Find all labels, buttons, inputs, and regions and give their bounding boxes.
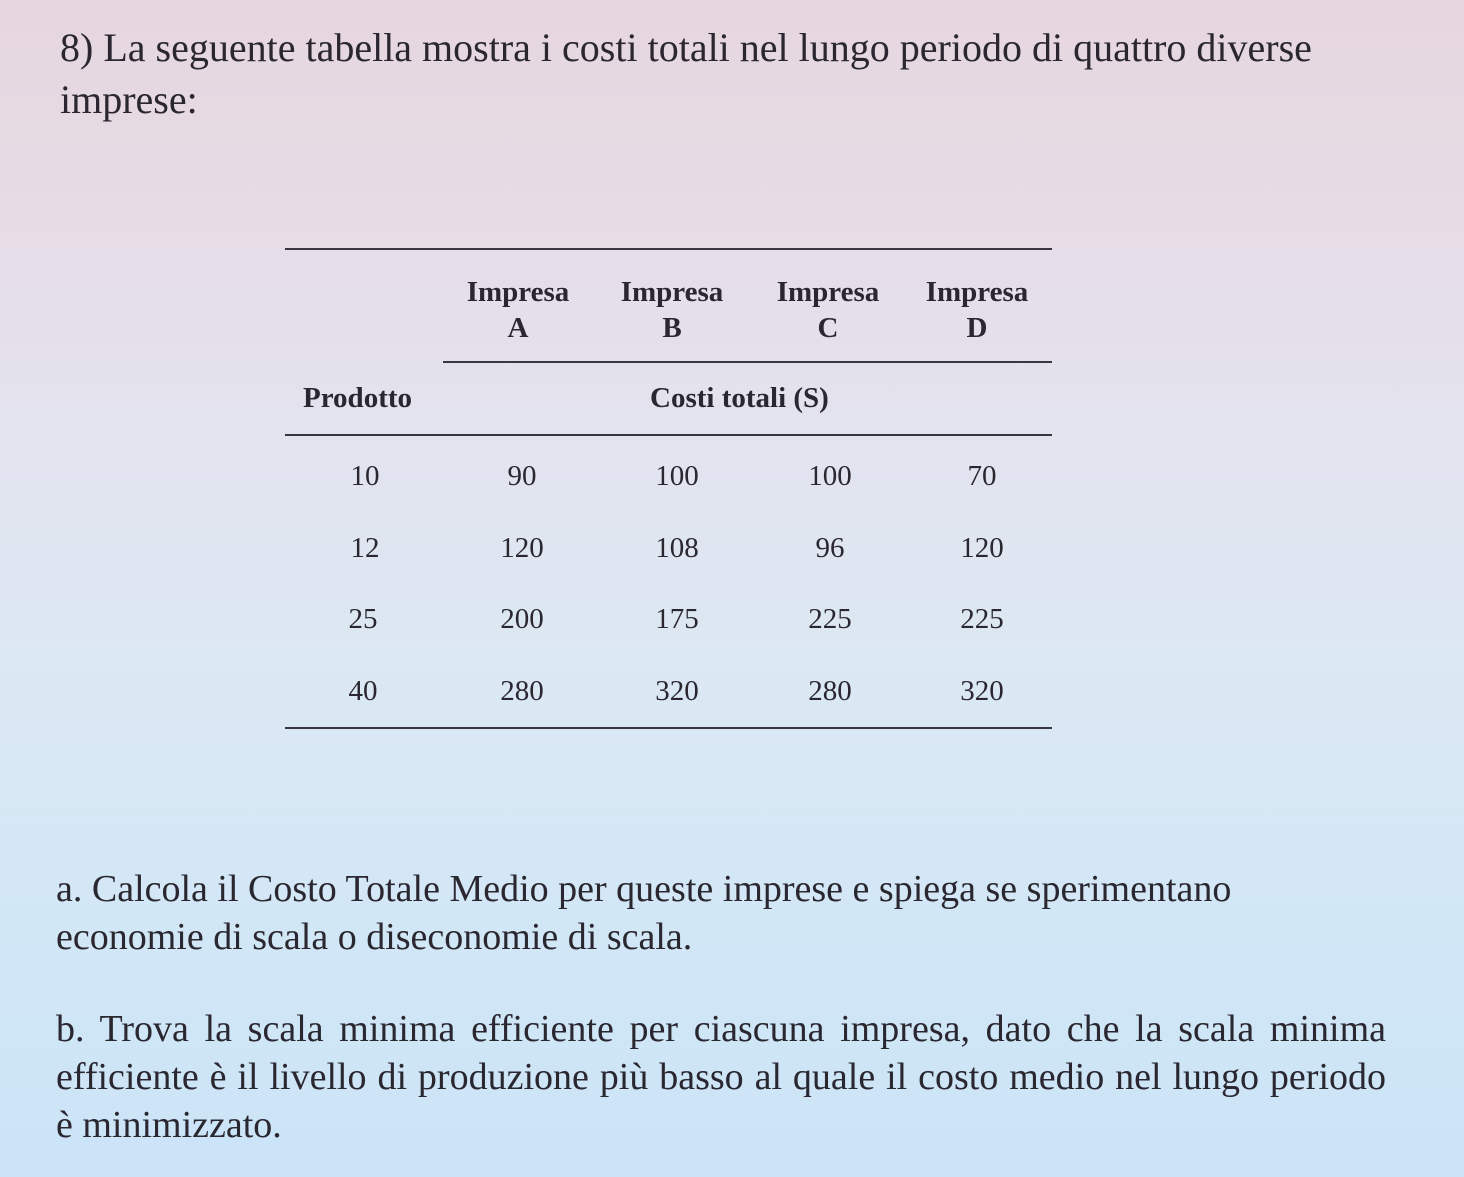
table-cell: 225: [808, 603, 852, 635]
column-header-impresa-c: [758, 274, 898, 346]
column-header-impresa-a: [448, 274, 588, 346]
column-header-line2: D: [966, 312, 988, 344]
table-cell: 320: [655, 675, 699, 707]
exercise-intro: [60, 22, 1390, 126]
table-cell: 100: [655, 460, 699, 492]
table-top-rule: [285, 248, 1052, 250]
table-cell-prodotto: 25: [348, 603, 378, 635]
table-cell: 280: [808, 675, 852, 707]
column-header-impresa-d: [907, 274, 1047, 346]
column-header-line1: Impresa: [620, 276, 724, 308]
table-cell: 100: [808, 460, 852, 492]
table-cell: 120: [500, 532, 544, 564]
table-cell: 70: [967, 460, 997, 492]
table-cell-prodotto: 12: [350, 532, 380, 564]
exercise-intro-text: La seguente tabella mostra i costi totali nel lungo periodo di quattro diverse imprese:: [60, 25, 1312, 122]
row-header-prodotto: Prodotto: [303, 382, 413, 414]
column-header-line2: A: [507, 312, 529, 344]
table-cell: 90: [507, 460, 537, 492]
table-header-rule: [285, 434, 1052, 436]
table-cell: 200: [500, 603, 544, 635]
group-header-costi-totali: Costi totali (S): [650, 382, 829, 414]
table-cell: 120: [960, 532, 1004, 564]
table-cell: 108: [655, 532, 699, 564]
table-cell: 320: [960, 675, 1004, 707]
exercise-number: 8): [60, 25, 94, 70]
column-header-impresa-b: [602, 274, 742, 346]
table-cell-prodotto: 10: [350, 460, 380, 492]
table-cell-prodotto: 40: [348, 675, 378, 707]
table-cell: 175: [655, 603, 699, 635]
column-header-line1: Impresa: [776, 276, 880, 308]
table-cell: 225: [960, 603, 1004, 635]
table-bottom-rule: [285, 727, 1052, 729]
table-cell: 280: [500, 675, 544, 707]
question-a: a. Calcola il Costo Totale Medio per queste imprese e spiega se sperimentano economie di scala o diseconomie di scala.: [56, 868, 1232, 958]
table-cell: 96: [815, 532, 845, 564]
table-group-rule: [443, 361, 1052, 363]
column-header-line1: Impresa: [466, 276, 570, 308]
cost-table: [285, 248, 1052, 730]
column-header-line1: Impresa: [925, 276, 1029, 308]
column-header-line2: B: [662, 312, 682, 344]
question-b: b. Trova la scala minima efficiente per ciascuna impresa, dato che la scala minima efficiente è il livello di produzione più basso al quale il costo medio nel lungo periodo è minimizzato.: [56, 1008, 1386, 1146]
column-header-line2: C: [817, 312, 839, 344]
